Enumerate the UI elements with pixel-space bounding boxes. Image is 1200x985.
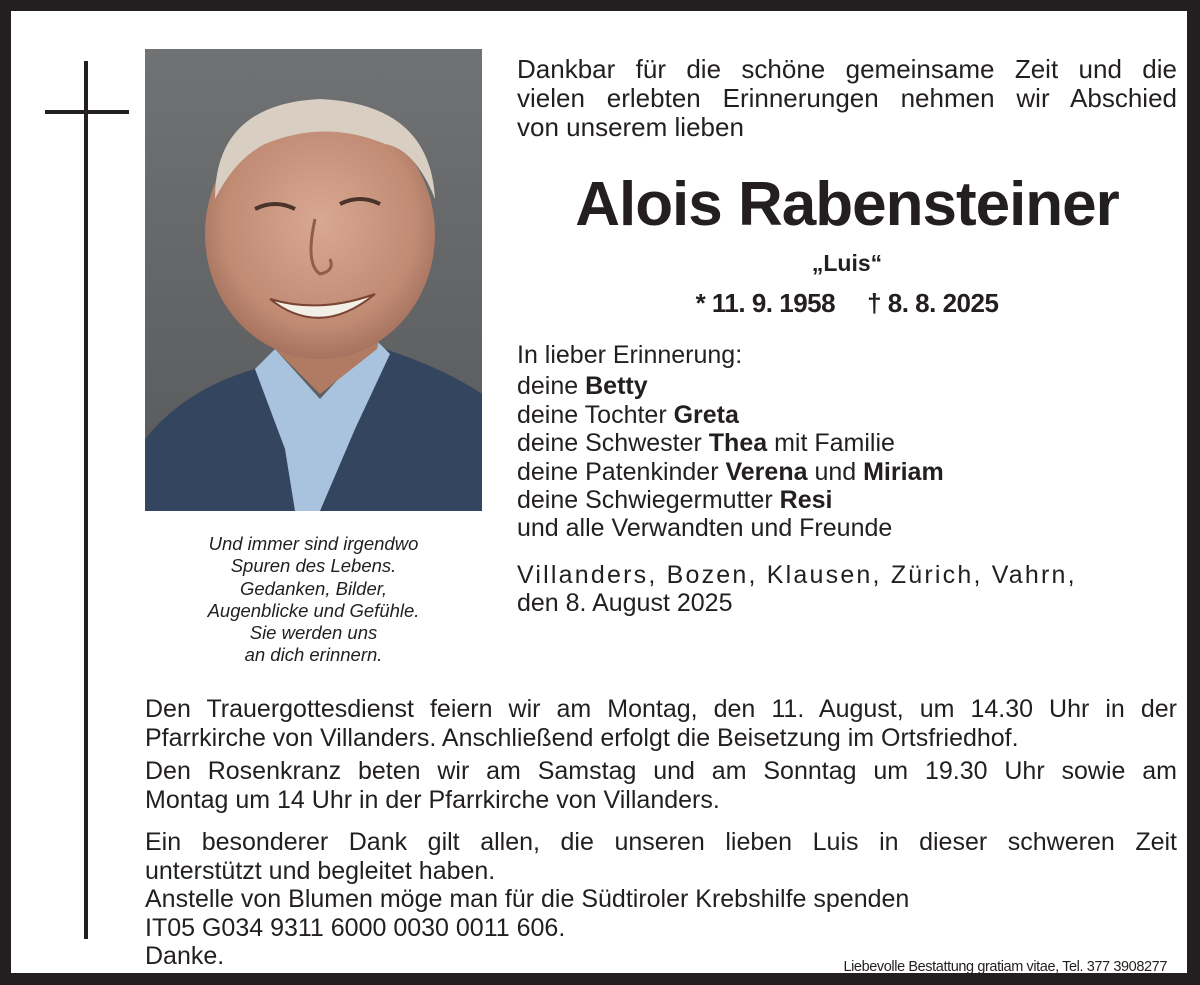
memorial-poem: [145, 533, 482, 667]
mourner-name: Betty: [585, 372, 648, 401]
mourner-name: Miriam: [863, 457, 944, 486]
obituary-notice: [11, 11, 1187, 973]
mourner-entry: deine Schwiegermutter Resi: [517, 486, 833, 515]
place-and-date: [517, 561, 1157, 617]
service-info: [145, 695, 1177, 819]
poem-line: Augenblicke und Gefühle.: [207, 599, 420, 621]
mourner-entry: deine Tochter Greta: [517, 400, 739, 429]
mourners-heading: In lieber Erinnerung:: [517, 341, 743, 369]
poem-line: Spuren des Lebens.: [230, 555, 397, 577]
rosary-info: Den Rosenkranz beten wir am Samstag und am Sonntag um 19.30 Uhr sowie am Montag um 14 Uhr in der Pfarrkirche von Villanders.: [145, 757, 1177, 814]
death-date: † 8. 8. 2025: [867, 288, 999, 318]
donation-line: Anstelle von Blumen möge man für die Südtiroler Krebshilfe spenden: [145, 885, 910, 913]
mourner-entry: deine Patenkinder Verena und Miriam: [517, 457, 944, 486]
poem-line: Gedanken, Bilder,: [239, 577, 388, 599]
poem-line: Und immer sind irgendwo: [208, 533, 419, 554]
mourner-entry: deine Schwester Thea mit Familie: [517, 429, 895, 458]
funeral-home-credit: Liebevolle Bestattung gratiam vitae, Tel. 377 3908277: [843, 959, 1167, 975]
thanks-closing: Danke.: [145, 942, 225, 970]
mourner-name: Verena: [725, 457, 808, 486]
mourner-name: Greta: [673, 400, 739, 429]
funeral-info: Den Trauergottesdienst feiern wir am Montag, den 11. August, um 14.30 Uhr in der Pfarrkirche von Villanders. Anschließend erfolgt die Beisetzung im Ortsfriedhof.: [145, 695, 1177, 752]
deceased-nickname: „Luis“: [811, 250, 883, 276]
intro-line: Dankbar für die schöne gemeinsame Zeit und die: [517, 54, 1177, 84]
cross-horizontal-bar: [45, 110, 129, 114]
thanks-line: unterstützt und begleitet haben.: [145, 856, 496, 885]
mourner-entry: und alle Verwandten und Freunde: [517, 514, 893, 543]
life-dates: [517, 287, 1177, 319]
thanks-section: [145, 828, 1177, 971]
places: Villanders, Bozen, Klausen, Zürich, Vahrn,: [517, 561, 1077, 589]
mourners-list: [517, 341, 1177, 543]
mourner-entry: deine Betty: [517, 372, 648, 401]
poem-line: Sie werden uns: [249, 622, 378, 644]
notice-date: den 8. August 2025: [517, 589, 733, 617]
portrait-photo: [145, 49, 482, 511]
portrait-illustration: [145, 49, 482, 511]
deceased-name: Alois Rabensteiner: [575, 170, 1119, 239]
mourner-name: Thea: [708, 429, 768, 458]
intro-line: vielen erlebten Erinnerungen nehmen wir Abschied: [517, 83, 1177, 113]
mourner-name: Resi: [779, 486, 833, 515]
iban: IT05 G034 9311 6000 0030 0011 606.: [145, 913, 566, 942]
cross-vertical-bar: [84, 61, 88, 939]
intro-line: von unserem lieben: [517, 112, 744, 142]
birth-date: * 11. 9. 1958: [695, 288, 836, 318]
intro-text: [517, 55, 1177, 142]
thanks-line: Ein besonderer Dank gilt allen, die unseren lieben Luis in dieser schweren Zeit: [145, 828, 1177, 856]
poem-line: an dich erinnern.: [244, 644, 383, 666]
